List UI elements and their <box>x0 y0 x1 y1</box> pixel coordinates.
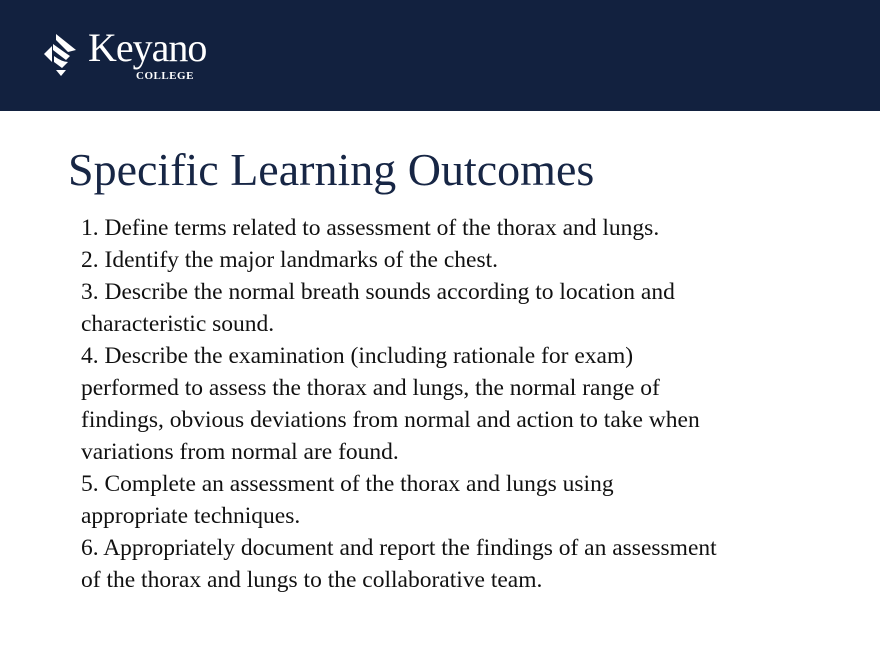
outcome-item <box>81 244 717 276</box>
outcome-line: 2. Identify the major landmarks of the chest. <box>81 247 498 273</box>
outcome-line: 3. Describe the normal breath sounds according to location and <box>81 279 675 305</box>
outcome-line: 5. Complete an assessment of the thorax and lungs using <box>81 471 614 497</box>
outcome-item <box>81 468 717 532</box>
outcome-line: 4. Describe the examination (including rationale for exam) <box>81 343 634 369</box>
logo-wordmark: Keyano <box>88 25 207 70</box>
slide-title: Specific Learning Outcomes <box>68 144 595 195</box>
logo-mark-icon <box>38 30 84 80</box>
outcome-line: performed to assess the thorax and lungs, the normal range of <box>81 375 660 401</box>
outcome-line: appropriate techniques. <box>81 503 301 529</box>
outcome-item <box>81 212 717 244</box>
outcomes-list <box>81 212 717 596</box>
keyano-college-logo <box>38 25 208 86</box>
outcome-line: variations from normal are found. <box>81 439 399 465</box>
outcome-item <box>81 276 717 340</box>
header-bar <box>0 0 880 111</box>
outcome-line: 6. Appropriately document and report the findings of an assessment <box>81 535 717 561</box>
outcome-line: 1. Define terms related to assessment of the thorax and lungs. <box>81 215 660 241</box>
outcome-item <box>81 340 717 468</box>
outcome-line: characteristic sound. <box>81 311 275 337</box>
outcome-item <box>81 532 717 596</box>
outcome-line: findings, obvious deviations from normal and action to take when <box>81 407 700 433</box>
outcome-line: of the thorax and lungs to the collaborative team. <box>81 567 543 593</box>
logo-subtitle: COLLEGE <box>136 70 194 82</box>
